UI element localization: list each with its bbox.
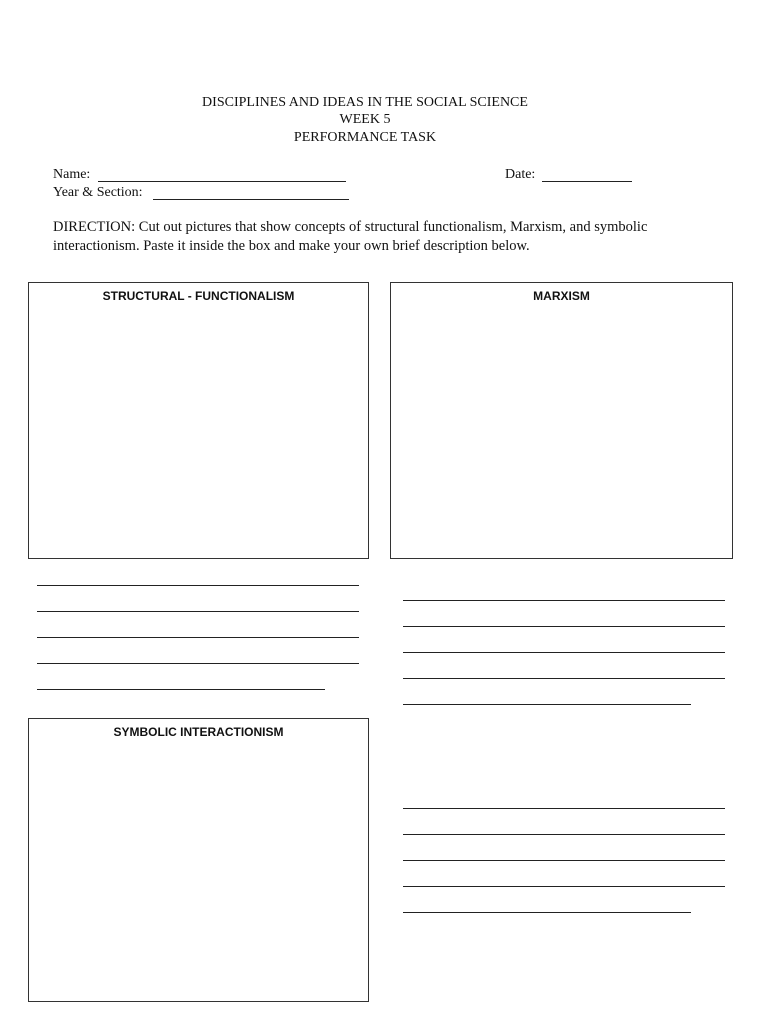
worksheet-title: DISCIPLINES AND IDEAS IN THE SOCIAL SCIENCE — [202, 95, 528, 110]
symbolic-interactionism-label: SYMBOLIC INTERACTIONISM — [113, 725, 284, 739]
year-section-label: Year & Section: — [53, 185, 143, 200]
structural-functionalism-box[interactable] — [28, 282, 369, 559]
structural-functionalism-label: STRUCTURAL - FUNCTIONALISM — [102, 289, 295, 303]
structural-description-line[interactable] — [37, 611, 359, 612]
direction-text: DIRECTION: Cut out pictures that show concepts of structural functionalism, Marxism, and symbolic interactionism. Paste it inside the box and make your own brief description below. — [53, 219, 648, 254]
marxism-description-line[interactable] — [403, 704, 691, 705]
week-label: WEEK 5 — [339, 112, 391, 127]
symbolic-description-line[interactable] — [403, 808, 725, 809]
structural-description-line[interactable] — [37, 637, 359, 638]
year-section-field[interactable] — [153, 199, 349, 200]
name-label: Name: — [53, 167, 91, 182]
symbolic-description-line[interactable] — [403, 834, 725, 835]
marxism-description-line[interactable] — [403, 600, 725, 601]
marxism-description-line[interactable] — [403, 652, 725, 653]
date-field[interactable] — [542, 181, 632, 182]
marxism-description-line[interactable] — [403, 626, 725, 627]
symbolic-description-line[interactable] — [403, 860, 725, 861]
marxism-box[interactable] — [390, 282, 733, 559]
marxism-description-line[interactable] — [403, 678, 725, 679]
structural-description-line[interactable] — [37, 689, 325, 690]
date-label: Date: — [505, 167, 536, 182]
marxism-label: MARXISM — [533, 289, 590, 303]
structural-description-line[interactable] — [37, 585, 359, 586]
symbolic-description-line[interactable] — [403, 912, 691, 913]
name-field[interactable] — [98, 181, 346, 182]
symbolic-description-line[interactable] — [403, 886, 725, 887]
structural-description-line[interactable] — [37, 663, 359, 664]
symbolic-interactionism-box[interactable] — [28, 718, 369, 1002]
task-label: PERFORMANCE TASK — [293, 130, 437, 145]
